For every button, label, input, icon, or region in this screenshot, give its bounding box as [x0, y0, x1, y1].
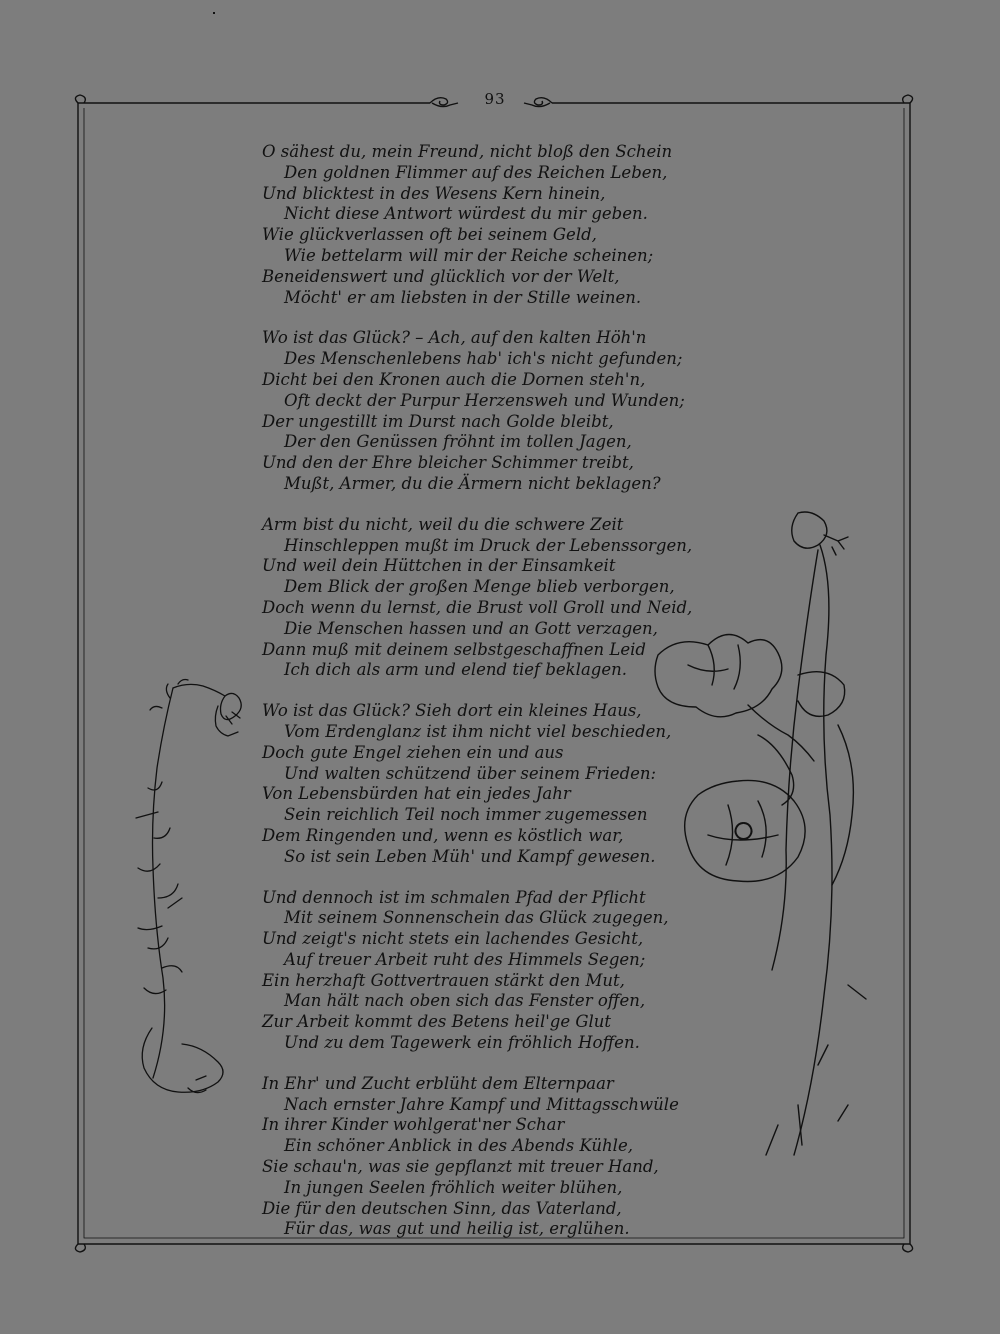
- verse-line: Von Lebensbürden hat ein jedes Jahr: [262, 784, 571, 804]
- verse-line: Auf treuer Arbeit ruht des Himmels Segen;: [284, 949, 646, 969]
- verse-line: Ein schöner Anblick in des Abends Kühle,: [284, 1136, 633, 1156]
- verse-line: Möcht' er am liebsten in der Stille weinen.: [284, 287, 642, 307]
- verse-line: Ich dich als arm und elend tief beklagen.: [284, 660, 627, 680]
- verse-line: Nach ernster Jahre Kampf und Mittagsschwüle: [284, 1094, 679, 1114]
- verse-line: Man hält nach oben sich das Fenster offen,: [284, 991, 646, 1011]
- verse-line: Für das, was gut und heilig ist, erglühen.: [284, 1219, 630, 1239]
- stanza: [262, 142, 702, 308]
- verse-line: Und zeigt's nicht stets ein lachendes Gesicht,: [262, 929, 644, 949]
- verse-line: Und zu dem Tagewerk ein fröhlich Hoffen.: [284, 1033, 640, 1053]
- verse-line: Mußt, Armer, du die Ärmern nicht beklagen?: [284, 473, 661, 493]
- poem: [262, 142, 702, 1260]
- verse-line: Beneidenswert und glücklich vor der Welt,: [262, 266, 620, 286]
- verse-line: Wo ist das Glück? Sieh dort ein kleines Haus,: [262, 701, 642, 721]
- verse-line: Wo ist das Glück? – Ach, auf den kalten Höh'n: [262, 328, 647, 348]
- stanza: [262, 515, 702, 681]
- verse-line: Sie schau'n, was sie gepflanzt mit treuer Hand,: [262, 1157, 659, 1177]
- verse-line: Dann muß mit deinem selbstgeschaffnen Leid: [262, 639, 646, 659]
- verse-line: Wie glückverlassen oft bei seinem Geld,: [262, 225, 597, 245]
- verse-line: Doch gute Engel ziehen ein und aus: [262, 742, 564, 762]
- verse-line: Die Menschen hassen und an Gott verzagen,: [284, 618, 658, 638]
- verse-line: Zur Arbeit kommt des Betens heil'ge Glut: [262, 1012, 612, 1032]
- verse-line: Vom Erdenglanz ist ihm nicht viel beschieden,: [284, 721, 672, 741]
- verse-line: In jungen Seelen fröhlich weiter blühen,: [284, 1177, 623, 1197]
- verse-line: Und weil dein Hüttchen in der Einsamkeit: [262, 556, 616, 576]
- verse-line: Die für den deutschen Sinn, das Vaterland,: [262, 1198, 622, 1218]
- verse-line: Der ungestillt im Durst nach Golde bleibt,: [262, 411, 614, 431]
- stanza: [262, 1074, 702, 1240]
- stanza: [262, 328, 702, 494]
- bellflower-illustration: [118, 668, 258, 1138]
- verse-line: Der den Genüssen fröhnt im tollen Jagen,: [284, 432, 632, 452]
- verse-line: Nicht diese Antwort würdest du mir geben.: [284, 204, 648, 224]
- verse-line: Sein reichlich Teil noch immer zugemessen: [284, 805, 648, 825]
- verse-line: Hinschleppen mußt im Druck der Lebenssorgen,: [284, 535, 693, 555]
- verse-line: Arm bist du nicht, weil du die schwere Zeit: [262, 514, 624, 534]
- verse-line: Ein herzhaft Gottvertrauen stärkt den Mut,: [262, 970, 625, 990]
- verse-line: Und walten schützend über seinem Frieden:: [284, 763, 657, 783]
- verse-line: In ihrer Kinder wohlgerat'ner Schar: [262, 1115, 565, 1135]
- verse-line: So ist sein Leben Müh' und Kampf gewesen.: [284, 846, 656, 866]
- verse-line: Und dennoch ist im schmalen Pfad der Pflicht: [262, 887, 646, 907]
- verse-line: Oft deckt der Purpur Herzensweh und Wunden;: [284, 390, 685, 410]
- stanza: [262, 888, 702, 1054]
- verse-line: Wie bettelarm will mir der Reiche scheinen;: [284, 245, 654, 265]
- page-number: 93: [484, 90, 506, 108]
- verse-line: In Ehr' und Zucht erblüht dem Elternpaar: [262, 1073, 614, 1093]
- verse-line: Dicht bei den Kronen auch die Dornen steh'n,: [262, 369, 646, 389]
- verse-line: Mit seinem Sonnenschein das Glück zugegen,: [284, 908, 669, 928]
- verse-line: Dem Ringenden und, wenn es köstlich war,: [262, 825, 624, 845]
- stanza: [262, 701, 702, 867]
- verse-line: Des Menschenlebens hab' ich's nicht gefunden;: [284, 349, 683, 369]
- verse-line: O sähest du, mein Freund, nicht bloß den Schein: [262, 142, 673, 161]
- verse-line: Doch wenn du lernst, die Brust voll Groll und Neid,: [262, 597, 693, 617]
- verse-line: Den goldnen Flimmer auf des Reichen Leben,: [284, 162, 668, 182]
- verse-line: Und blicktest in des Wesens Kern hinein,: [262, 183, 606, 203]
- verse-line: Dem Blick der großen Menge blieb verborgen,: [284, 577, 675, 597]
- verse-line: Und den der Ehre bleicher Schimmer treibt,: [262, 453, 634, 473]
